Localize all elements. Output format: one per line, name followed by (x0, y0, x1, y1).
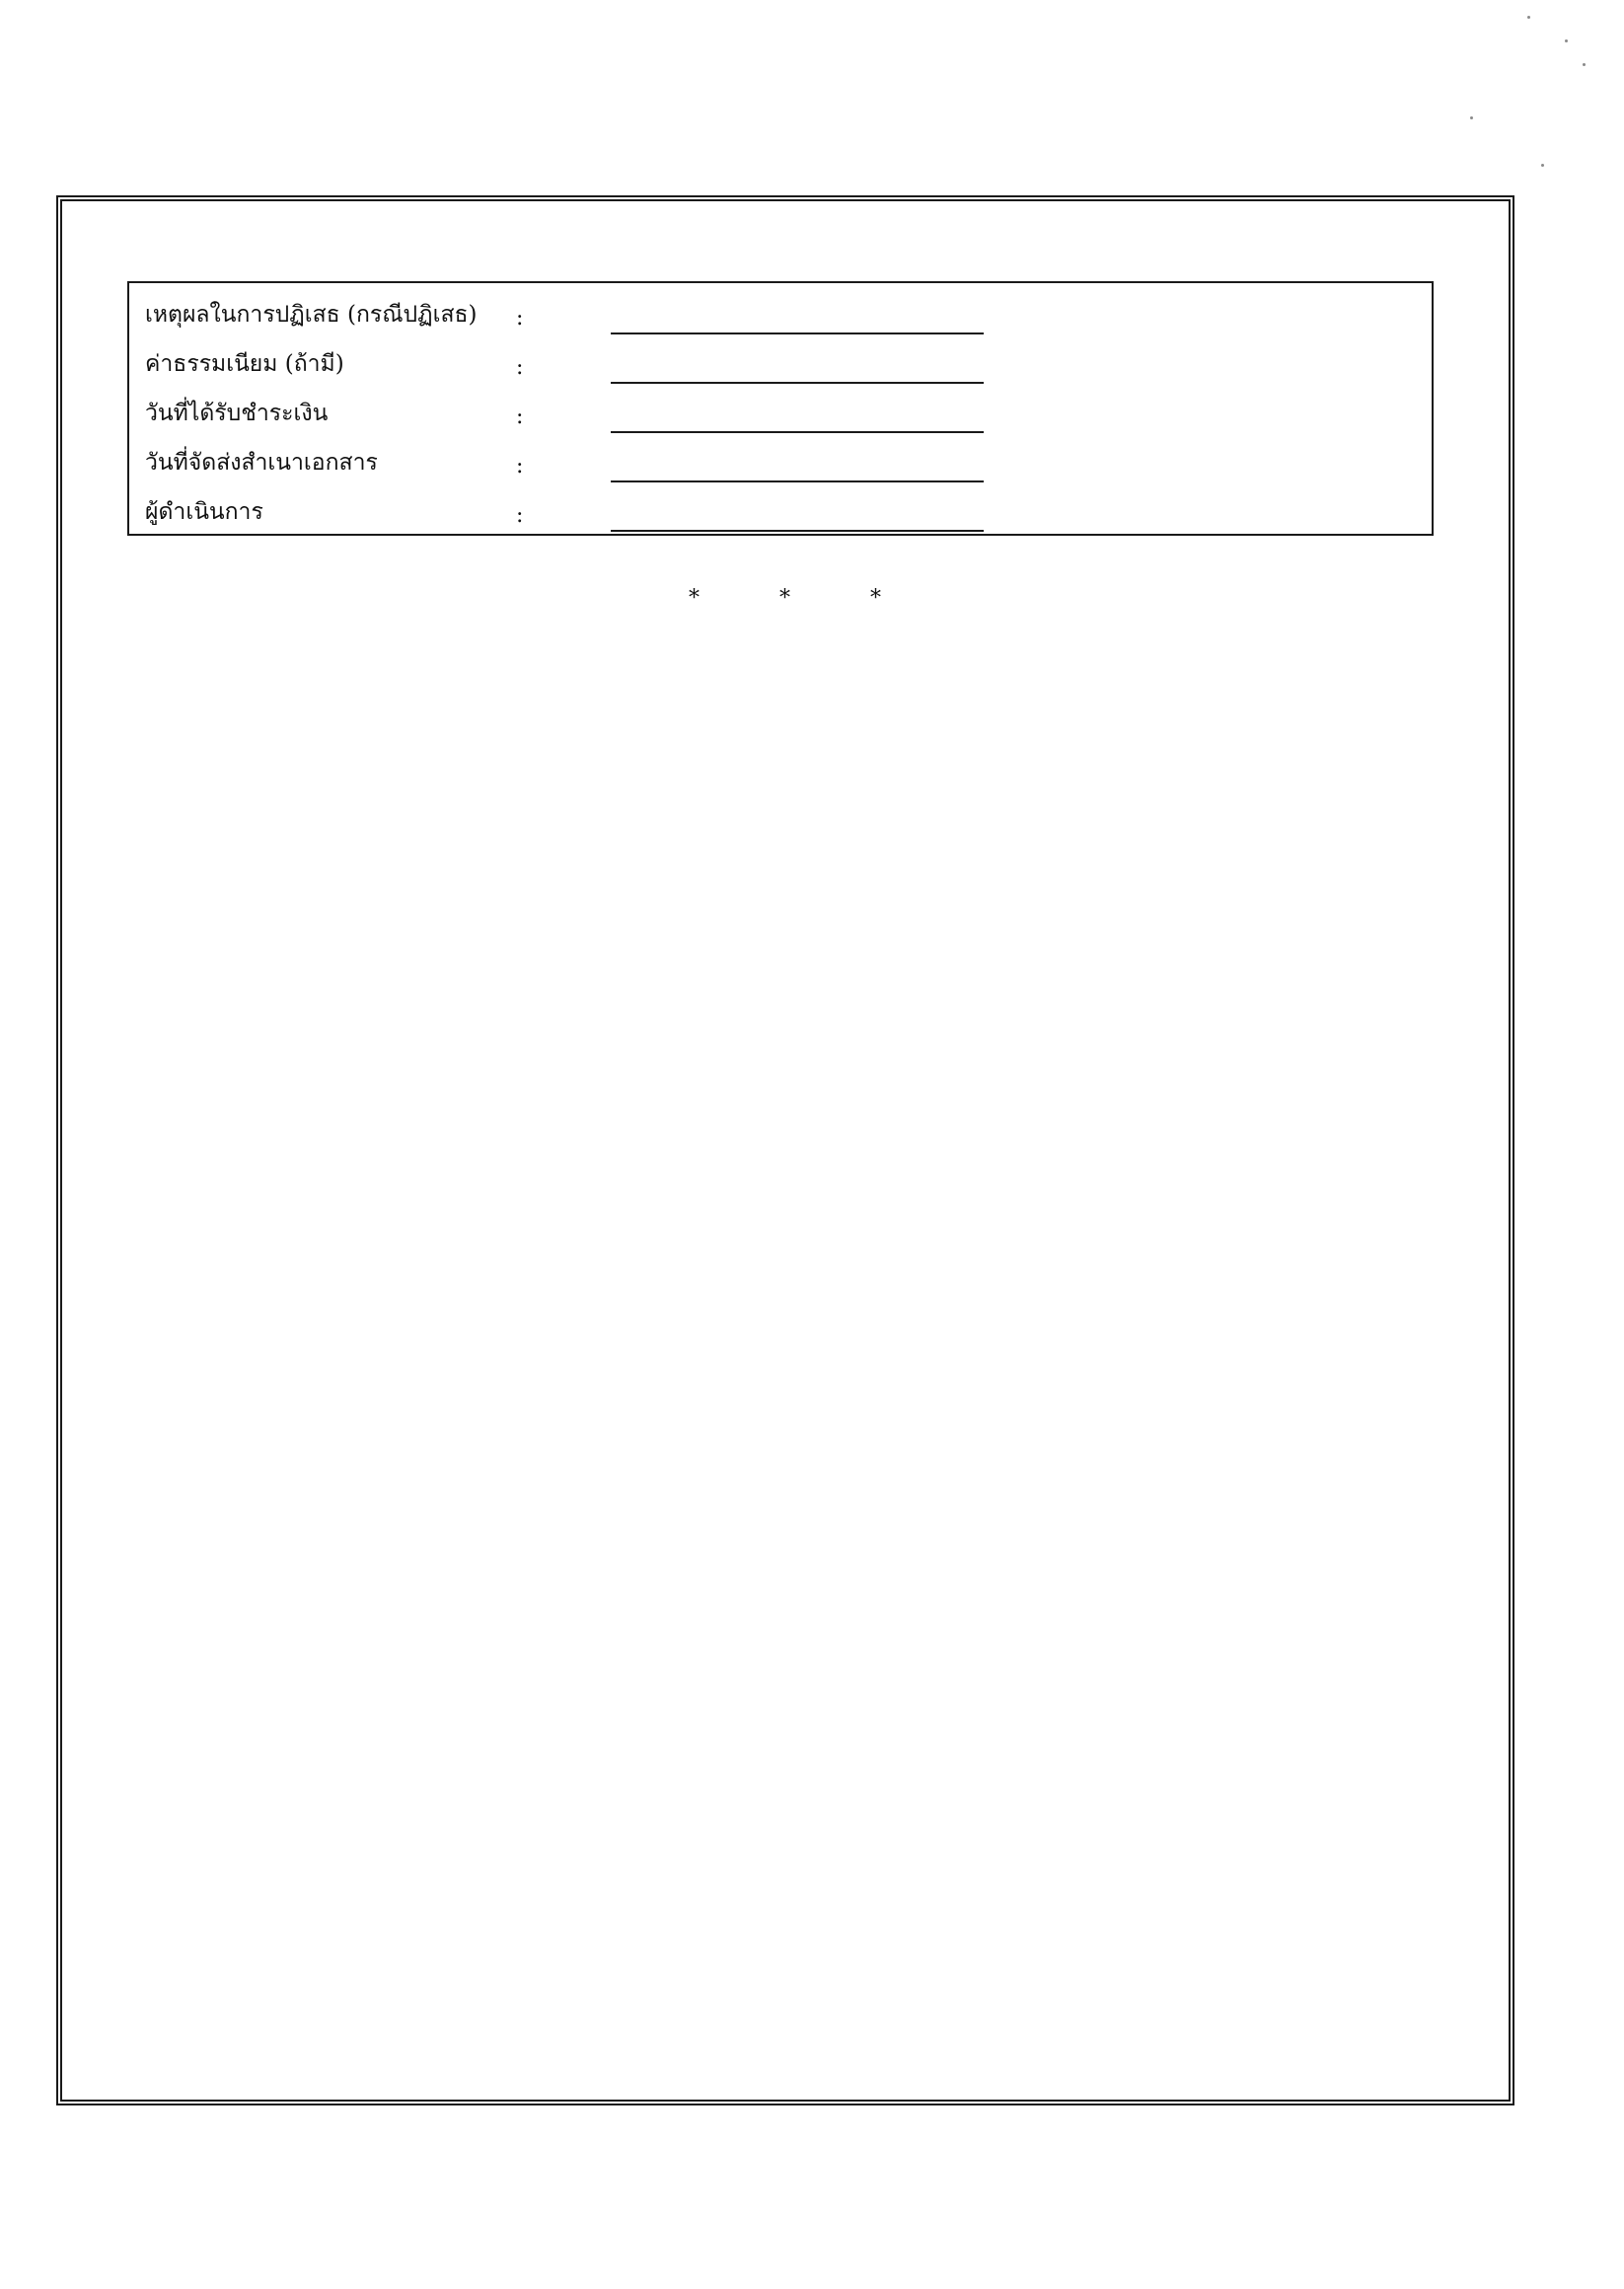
section-separator (681, 584, 908, 614)
reject-reason-row (145, 297, 1418, 346)
office-use-form (127, 281, 1434, 536)
reject-reason-field[interactable] (611, 332, 984, 334)
copy-sent-date-label: วันที่จัดส่งสำเนาเอกสาร (145, 450, 378, 476)
operator-label: ผู้ดำเนินการ (145, 499, 263, 525)
payment-date-row (145, 396, 1418, 445)
operator-field[interactable] (611, 530, 984, 532)
payment-date-field[interactable] (611, 431, 984, 433)
operator-colon: : (516, 503, 524, 528)
fee-row (145, 346, 1418, 396)
scan-speck (1583, 63, 1586, 66)
copy-sent-date-field[interactable] (611, 480, 984, 482)
scan-speck (1470, 116, 1473, 119)
scan-speck (1527, 16, 1530, 19)
scan-speck (1541, 164, 1544, 167)
payment-date-colon: : (516, 405, 524, 429)
copy-sent-date-row (145, 445, 1418, 494)
fee-field[interactable] (611, 382, 984, 384)
scan-speck (1565, 39, 1568, 42)
payment-date-label: วันที่ได้รับชำระเงิน (145, 401, 329, 426)
separator-star-left: * (689, 586, 700, 611)
operator-row (145, 494, 1418, 544)
fee-colon: : (516, 355, 524, 380)
reject-reason-colon: : (516, 306, 524, 331)
separator-star-middle: * (779, 586, 790, 611)
fee-label: ค่าธรรมเนียม (ถ้ามี) (145, 351, 344, 377)
copy-sent-date-colon: : (516, 454, 524, 479)
reject-reason-label: เหตุผลในการปฏิเสธ (กรณีปฏิเสธ) (145, 302, 478, 328)
separator-star-right: * (870, 586, 881, 611)
